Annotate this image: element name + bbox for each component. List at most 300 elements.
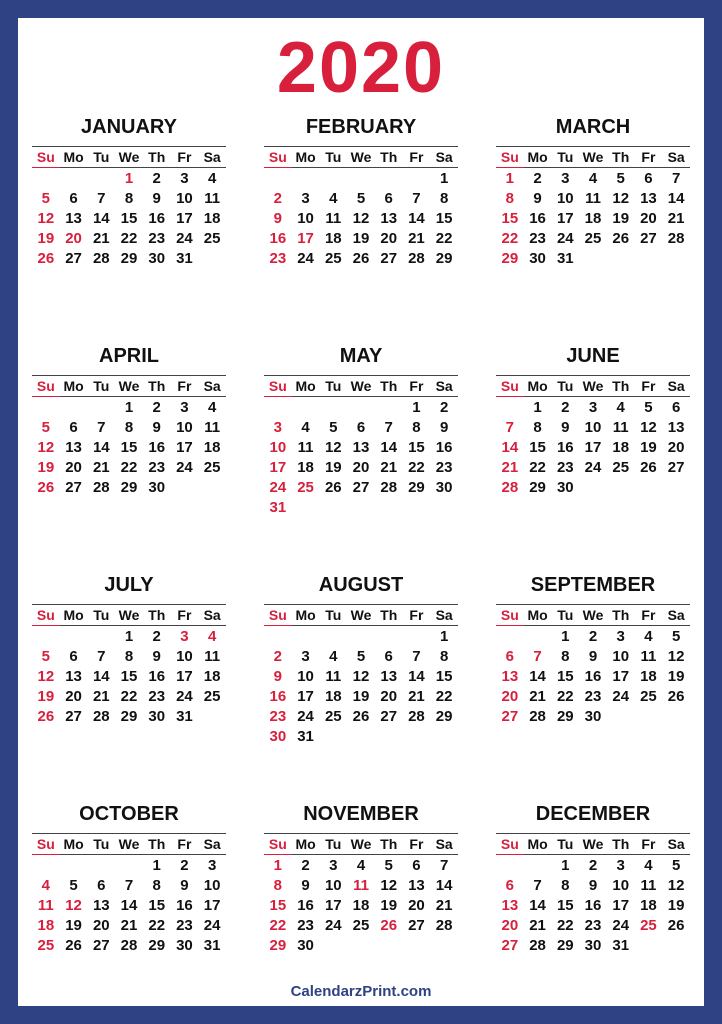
- day-cell: 8: [273, 877, 283, 894]
- empty-day: [32, 169, 60, 189]
- day-cell: 1: [439, 628, 449, 645]
- day-cell: 7: [124, 877, 134, 894]
- weekday-header: Fr: [177, 607, 192, 623]
- day-cell: 19: [667, 897, 685, 914]
- day-cell: 3: [180, 628, 189, 645]
- day-cell: 5: [616, 170, 625, 187]
- day-cell: 11: [204, 190, 221, 207]
- day-cell: 29: [556, 708, 574, 725]
- day-cell: 15: [501, 210, 519, 227]
- day-cell: 20: [65, 230, 82, 247]
- weekday-header: We: [350, 836, 372, 852]
- weekday-header: Tu: [93, 836, 110, 852]
- empty-day: [319, 169, 347, 189]
- day-cell: 22: [120, 230, 138, 247]
- day-cell: 4: [356, 857, 366, 874]
- day-cell: 3: [561, 170, 570, 187]
- weekday-header: Mo: [295, 378, 316, 394]
- day-cell: 27: [380, 250, 398, 267]
- day-cell: 1: [533, 399, 542, 416]
- month-january: [32, 114, 226, 269]
- weekday-header: Su: [500, 836, 519, 852]
- day-cell: 25: [37, 937, 55, 954]
- day-cell: 11: [325, 668, 342, 685]
- empty-day: [87, 169, 115, 189]
- day-cell: 20: [501, 917, 519, 934]
- day-cell: 28: [92, 708, 110, 725]
- weekday-header: Th: [380, 836, 398, 852]
- day-cell: 16: [148, 668, 166, 685]
- day-cell: 9: [273, 210, 283, 227]
- day-cell: 7: [505, 419, 515, 436]
- day-cell: 7: [412, 648, 421, 665]
- weekday-header: Sa: [203, 378, 221, 394]
- day-cell: 10: [584, 419, 602, 436]
- day-cell: 21: [380, 459, 398, 476]
- day-cell: 24: [612, 688, 630, 705]
- weekday-header: We: [118, 378, 140, 394]
- day-cell: 14: [667, 190, 685, 207]
- weekday-header: Mo: [527, 836, 548, 852]
- day-cell: 27: [501, 708, 519, 725]
- empty-day: [496, 856, 524, 876]
- day-cell: 8: [561, 648, 570, 665]
- day-cell: 6: [97, 877, 106, 894]
- empty-day: [375, 398, 403, 418]
- day-cell: 22: [501, 230, 519, 247]
- day-cell: 12: [352, 210, 370, 227]
- day-cell: 22: [556, 917, 574, 934]
- empty-day: [403, 169, 431, 189]
- day-cell: 17: [176, 668, 193, 685]
- day-cell: 11: [204, 648, 221, 665]
- day-cell: 25: [297, 479, 314, 496]
- day-cell: 13: [65, 668, 82, 685]
- day-cell: 10: [176, 648, 193, 665]
- day-cell: 26: [352, 708, 370, 725]
- day-cell: 25: [584, 230, 602, 247]
- day-cell: 20: [380, 688, 398, 705]
- day-cell: 19: [324, 459, 342, 476]
- weekday-header: Sa: [667, 149, 685, 165]
- day-cell: 20: [65, 459, 82, 476]
- month-name: JULY: [104, 574, 154, 596]
- day-cell: 10: [176, 419, 193, 436]
- empty-day: [319, 627, 347, 647]
- day-cell: 14: [380, 439, 398, 456]
- day-cell: 14: [501, 439, 519, 456]
- day-cell: 13: [352, 439, 370, 456]
- day-cell: 19: [640, 439, 657, 456]
- day-cell: 9: [588, 648, 598, 665]
- day-cell: 2: [533, 170, 542, 187]
- day-cell: 29: [120, 479, 138, 496]
- weekday-header: Fr: [641, 836, 656, 852]
- weekday-header: Mo: [527, 378, 548, 394]
- day-cell: 8: [124, 419, 134, 436]
- day-cell: 10: [269, 439, 287, 456]
- day-cell: 18: [324, 688, 342, 705]
- day-cell: 4: [41, 877, 51, 894]
- day-cell: 30: [529, 250, 546, 267]
- weekday-header: Th: [148, 378, 166, 394]
- day-cell: 27: [65, 250, 82, 267]
- day-cell: 17: [324, 897, 342, 914]
- day-cell: 15: [408, 439, 425, 456]
- day-cell: 19: [65, 917, 82, 934]
- day-cell: 9: [439, 419, 449, 436]
- day-cell: 11: [585, 190, 601, 207]
- day-cell: 10: [203, 877, 221, 894]
- day-cell: 24: [612, 917, 630, 934]
- month-name: DECEMBER: [535, 803, 651, 825]
- day-cell: 23: [176, 917, 193, 934]
- day-cell: 31: [612, 937, 630, 954]
- weekday-header: Fr: [177, 836, 192, 852]
- footer-website[interactable]: CalendarzPrint.com: [290, 983, 432, 1000]
- day-cell: 3: [329, 857, 338, 874]
- month-name: JUNE: [566, 345, 620, 367]
- weekday-header: Th: [380, 607, 398, 623]
- day-cell: 20: [408, 897, 425, 914]
- day-cell: 7: [412, 190, 421, 207]
- day-cell: 13: [408, 877, 425, 894]
- day-cell: 11: [640, 877, 657, 894]
- day-cell: 3: [616, 857, 625, 874]
- day-cell: 31: [176, 708, 193, 725]
- day-cell: 26: [667, 688, 685, 705]
- day-cell: 20: [501, 688, 519, 705]
- day-cell: 28: [92, 250, 110, 267]
- day-cell: 28: [120, 937, 138, 954]
- day-cell: 12: [37, 210, 55, 227]
- weekday-header: We: [350, 378, 372, 394]
- calendar-page: [18, 18, 704, 1006]
- day-cell: 21: [529, 917, 546, 934]
- day-cell: 17: [556, 210, 574, 227]
- day-cell: 24: [584, 459, 602, 476]
- day-cell: 4: [588, 170, 598, 187]
- day-cell: 17: [297, 230, 314, 247]
- day-cell: 6: [671, 399, 681, 416]
- day-cell: 7: [439, 857, 449, 874]
- day-cell: 17: [612, 897, 630, 914]
- day-cell: 8: [505, 190, 515, 207]
- day-cell: 29: [556, 937, 574, 954]
- day-cell: 6: [505, 648, 515, 665]
- day-cell: 22: [529, 459, 546, 476]
- day-cell: 24: [297, 708, 314, 725]
- month-name: AUGUST: [318, 574, 404, 596]
- day-cell: 28: [501, 479, 519, 496]
- day-cell: 29: [120, 250, 138, 267]
- day-cell: 9: [533, 190, 542, 207]
- day-cell: 6: [356, 419, 366, 436]
- day-cell: 3: [301, 648, 310, 665]
- day-cell: 24: [176, 688, 193, 705]
- day-cell: 23: [148, 459, 166, 476]
- weekday-header: Fr: [409, 607, 424, 623]
- day-cell: 26: [640, 459, 657, 476]
- weekday-header: Mo: [295, 607, 316, 623]
- day-cell: 13: [501, 668, 519, 685]
- day-cell: 13: [380, 210, 398, 227]
- day-cell: 31: [297, 728, 314, 745]
- empty-day: [87, 627, 115, 647]
- day-cell: 10: [324, 877, 342, 894]
- day-cell: 31: [203, 937, 221, 954]
- day-cell: 20: [380, 230, 398, 247]
- empty-day: [60, 856, 88, 876]
- day-cell: 18: [352, 897, 370, 914]
- day-cell: 4: [301, 419, 310, 436]
- weekday-header: Su: [36, 149, 55, 165]
- day-cell: 18: [203, 668, 221, 685]
- day-cell: 11: [612, 419, 629, 436]
- weekday-header: Sa: [203, 607, 221, 623]
- weekday-header: Sa: [667, 378, 685, 394]
- weekday-header: Su: [268, 607, 287, 623]
- day-cell: 22: [269, 917, 287, 934]
- day-cell: 23: [148, 230, 166, 247]
- day-cell: 19: [380, 897, 398, 914]
- day-cell: 16: [297, 897, 314, 914]
- day-cell: 8: [439, 190, 449, 207]
- day-cell: 23: [435, 459, 453, 476]
- day-cell: 1: [412, 399, 421, 416]
- day-cell: 2: [180, 857, 189, 874]
- empty-day: [319, 398, 347, 418]
- day-cell: 9: [180, 877, 189, 894]
- day-cell: 21: [92, 459, 110, 476]
- day-cell: 16: [148, 439, 166, 456]
- day-cell: 18: [203, 439, 221, 456]
- day-cell: 23: [556, 459, 574, 476]
- weekday-header: Su: [500, 607, 519, 623]
- day-cell: 9: [152, 648, 161, 665]
- day-cell: 27: [667, 459, 685, 476]
- day-cell: 24: [176, 459, 193, 476]
- day-cell: 4: [644, 857, 653, 874]
- day-cell: 4: [329, 648, 338, 665]
- day-cell: 6: [644, 170, 653, 187]
- empty-day: [32, 856, 60, 876]
- month-june: [496, 343, 690, 498]
- empty-day: [115, 856, 143, 876]
- day-cell: 2: [561, 399, 570, 416]
- empty-day: [524, 856, 552, 876]
- day-cell: 9: [152, 419, 161, 436]
- day-cell: 10: [612, 648, 630, 665]
- day-cell: 2: [588, 857, 598, 874]
- day-cell: 27: [501, 937, 519, 954]
- day-cell: 1: [124, 399, 134, 416]
- weekday-header: Sa: [435, 378, 453, 394]
- day-cell: 5: [41, 190, 51, 207]
- weekday-header: Mo: [63, 607, 84, 623]
- day-cell: 26: [37, 250, 55, 267]
- day-cell: 18: [297, 459, 314, 476]
- day-cell: 22: [435, 230, 453, 247]
- day-cell: 12: [612, 190, 630, 207]
- month-december: [496, 801, 690, 956]
- day-cell: 16: [176, 897, 193, 914]
- weekday-header: Tu: [325, 378, 342, 394]
- empty-day: [524, 627, 552, 647]
- day-cell: 11: [353, 877, 369, 894]
- day-cell: 24: [176, 230, 193, 247]
- day-cell: 14: [529, 668, 546, 685]
- day-cell: 14: [92, 210, 110, 227]
- day-cell: 4: [207, 399, 217, 416]
- weekday-header: We: [582, 607, 604, 623]
- day-cell: 23: [269, 250, 287, 267]
- empty-day: [32, 627, 60, 647]
- weekday-header: Su: [36, 607, 55, 623]
- day-cell: 30: [148, 708, 166, 725]
- month-name: MARCH: [555, 116, 631, 138]
- day-grid: [496, 376, 690, 498]
- day-cell: 3: [180, 399, 189, 416]
- day-grid: [496, 605, 690, 727]
- day-cell: 25: [203, 230, 221, 247]
- day-cell: 23: [529, 230, 546, 247]
- weekday-header: Tu: [93, 378, 110, 394]
- day-cell: 20: [352, 459, 370, 476]
- weekday-header: Fr: [641, 378, 656, 394]
- day-cell: 26: [612, 230, 630, 247]
- day-cell: 31: [176, 250, 193, 267]
- day-grid: [264, 376, 458, 518]
- day-cell: 22: [120, 459, 138, 476]
- day-cell: 21: [435, 897, 453, 914]
- day-cell: 19: [37, 688, 55, 705]
- day-cell: 30: [556, 479, 574, 496]
- day-cell: 14: [92, 439, 110, 456]
- day-cell: 1: [561, 628, 570, 645]
- weekday-header: Mo: [295, 149, 316, 165]
- weekday-header: We: [582, 149, 604, 165]
- weekday-header: Th: [612, 378, 630, 394]
- weekday-header: Mo: [63, 149, 84, 165]
- day-cell: 7: [97, 419, 106, 436]
- day-grid: [496, 147, 690, 269]
- day-cell: 25: [203, 459, 221, 476]
- day-cell: 24: [203, 917, 221, 934]
- day-grid: [264, 834, 458, 956]
- day-cell: 7: [384, 419, 393, 436]
- day-cell: 16: [584, 668, 602, 685]
- day-cell: 4: [644, 628, 653, 645]
- day-cell: 4: [616, 399, 625, 416]
- day-cell: 13: [380, 668, 398, 685]
- day-cell: 30: [176, 937, 193, 954]
- day-cell: 17: [176, 439, 193, 456]
- day-cell: 21: [408, 230, 425, 247]
- day-cell: 27: [65, 708, 82, 725]
- month-september: [496, 572, 690, 727]
- day-cell: 17: [269, 459, 287, 476]
- day-cell: 2: [273, 190, 283, 207]
- weekday-header: Su: [500, 378, 519, 394]
- weekday-header: Th: [148, 149, 166, 165]
- day-cell: 29: [435, 708, 453, 725]
- empty-day: [403, 627, 431, 647]
- weekday-header: Fr: [641, 607, 656, 623]
- weekday-header: Th: [612, 836, 630, 852]
- empty-day: [264, 169, 292, 189]
- day-cell: 31: [556, 250, 574, 267]
- weekday-header: Sa: [203, 836, 221, 852]
- day-cell: 30: [148, 479, 166, 496]
- empty-day: [347, 169, 375, 189]
- day-cell: 11: [37, 897, 54, 914]
- day-cell: 25: [640, 917, 657, 934]
- day-cell: 28: [529, 937, 546, 954]
- day-cell: 8: [124, 648, 134, 665]
- day-cell: 31: [269, 499, 287, 516]
- day-cell: 28: [92, 479, 110, 496]
- day-cell: 26: [352, 250, 370, 267]
- day-cell: 21: [501, 459, 519, 476]
- day-cell: 8: [124, 190, 134, 207]
- day-cell: 27: [352, 479, 370, 496]
- day-cell: 10: [297, 210, 314, 227]
- day-cell: 30: [148, 250, 166, 267]
- day-cell: 9: [152, 190, 161, 207]
- day-cell: 16: [529, 210, 546, 227]
- empty-day: [60, 627, 88, 647]
- weekday-header: Fr: [177, 149, 192, 165]
- weekday-header: We: [350, 607, 372, 623]
- day-cell: 29: [435, 250, 453, 267]
- day-cell: 30: [297, 937, 314, 954]
- weekday-header: Su: [268, 836, 287, 852]
- day-cell: 25: [640, 688, 657, 705]
- weekday-header: Sa: [435, 836, 453, 852]
- empty-day: [87, 856, 115, 876]
- day-cell: 21: [408, 688, 425, 705]
- day-cell: 16: [435, 439, 453, 456]
- day-cell: 2: [439, 399, 449, 416]
- day-cell: 28: [667, 230, 685, 247]
- weekday-header: Su: [36, 836, 55, 852]
- day-cell: 28: [435, 917, 453, 934]
- day-cell: 5: [671, 628, 681, 645]
- weekday-header: Fr: [641, 149, 656, 165]
- weekday-header: Su: [36, 378, 55, 394]
- day-cell: 19: [352, 230, 370, 247]
- weekday-header: Fr: [177, 378, 192, 394]
- day-cell: 15: [435, 210, 453, 227]
- day-cell: 2: [152, 399, 161, 416]
- day-cell: 1: [124, 170, 134, 187]
- day-cell: 4: [207, 170, 217, 187]
- weekday-header: Su: [268, 378, 287, 394]
- weekday-header: We: [118, 836, 140, 852]
- weekday-header: Th: [148, 607, 166, 623]
- day-cell: 8: [152, 877, 161, 894]
- day-cell: 5: [671, 857, 681, 874]
- day-cell: 24: [324, 917, 342, 934]
- weekday-header: Mo: [295, 836, 316, 852]
- month-august: [264, 572, 458, 747]
- day-cell: 26: [667, 917, 685, 934]
- month-april: [32, 343, 226, 498]
- day-cell: 29: [148, 937, 166, 954]
- day-cell: 29: [529, 479, 546, 496]
- day-grid: [32, 834, 226, 956]
